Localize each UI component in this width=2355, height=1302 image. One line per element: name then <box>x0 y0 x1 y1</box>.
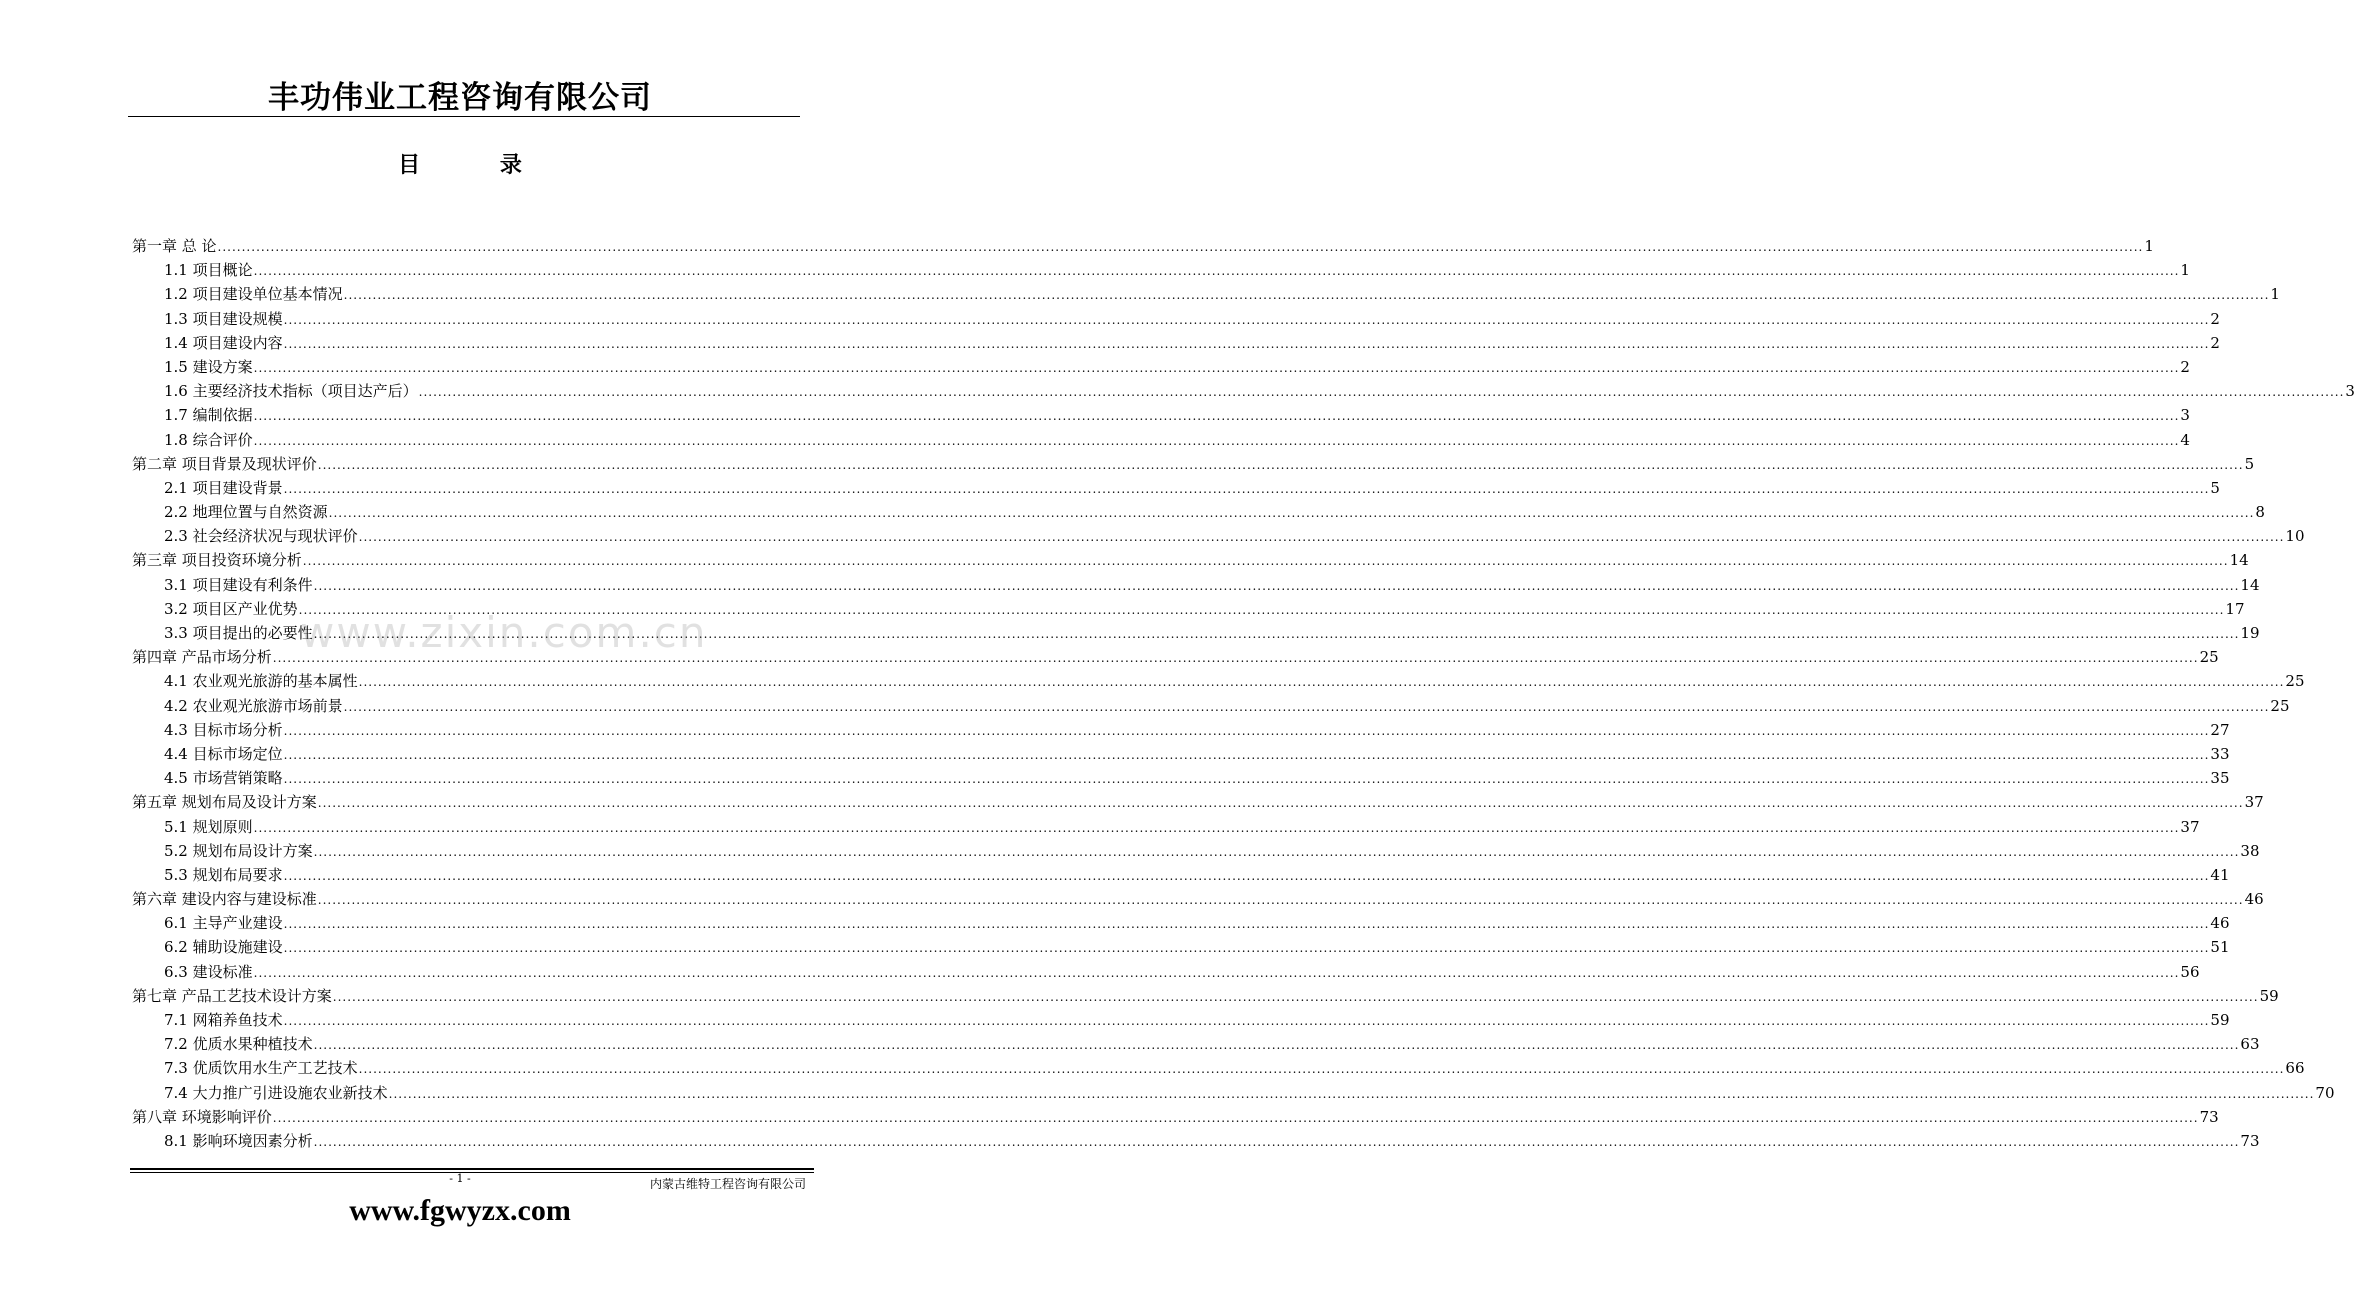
toc-dot-leader: ................................................................................................................................................................................................................................................................................................................................................................................................................ <box>358 675 2285 690</box>
toc-entry-title: 6.2 辅助设施建设 <box>164 938 283 957</box>
toc-entry-title: 1.1 项目概论 <box>164 261 253 280</box>
header-title: 丰功伟业工程咨询有限公司 <box>268 80 652 116</box>
toc-entry-page: 73 <box>2199 1107 2219 1126</box>
toc-entry-title: 第二章 项目背景及现状评价 <box>132 454 317 473</box>
toc-dot-leader: ................................................................................................................................................................................................................................................................................................................................................................................................................ <box>418 385 2345 400</box>
toc-entry-title: 1.2 项目建设单位基本情况 <box>164 285 343 304</box>
toc-section-entry[interactable] <box>132 766 2230 790</box>
toc-entry-page: 56 <box>2180 962 2200 981</box>
toc-entry-title: 5.2 规划布局设计方案 <box>164 841 313 860</box>
toc-entry-title: 5.1 规划原则 <box>164 817 253 836</box>
toc-entry-title: 6.3 建设标准 <box>164 962 253 981</box>
toc-entry-page: 1 <box>2144 237 2154 255</box>
toc-dot-leader: ................................................................................................................................................................................................................................................................................................................................................................................................................ <box>313 1038 2240 1053</box>
toc-entry-title: 7.3 优质饮用水生产工艺技术 <box>164 1059 358 1078</box>
toc-entry-page: 33 <box>2210 744 2230 763</box>
toc-chapter-entry[interactable] <box>132 790 2264 814</box>
toc-entry-title: 1.5 建设方案 <box>164 357 253 376</box>
toc-entry-page: 66 <box>2285 1059 2305 1078</box>
toc-section-entry[interactable] <box>132 669 2305 693</box>
toc-chapter-entry[interactable] <box>132 1105 2219 1129</box>
toc-entry-title: 第一章 总 论 <box>132 237 217 255</box>
toc-section-entry[interactable] <box>132 500 2265 524</box>
toc-dot-leader: ................................................................................................................................................................................................................................................................................................................................................................................................................ <box>313 627 2240 641</box>
toc-dot-leader: ................................................................................................................................................................................................................................................................................................................................................................................................................ <box>253 409 2180 424</box>
page-number: - 1 - <box>449 1172 471 1185</box>
table-of-contents <box>132 234 2355 1153</box>
toc-entry-title: 第八章 环境影响评价 <box>132 1107 272 1126</box>
toc-entry-page: 73 <box>2240 1131 2260 1150</box>
toc-dot-leader: ................................................................................................................................................................................................................................................................................................................................................................................................................ <box>313 578 2240 593</box>
toc-dot-leader: ................................................................................................................................................................................................................................................................................................................................................................................................................ <box>358 530 2285 545</box>
toc-section-entry[interactable] <box>132 1032 2260 1056</box>
toc-entry-page: 46 <box>2210 914 2230 933</box>
toc-entry-title: 1.7 编制依据 <box>164 406 253 425</box>
toc-section-entry[interactable] <box>132 815 2200 839</box>
toc-dot-leader: ................................................................................................................................................................................................................................................................................................................................................................................................................ <box>283 336 2210 351</box>
toc-entry-page: 35 <box>2210 769 2230 788</box>
toc-section-entry[interactable] <box>132 258 2190 282</box>
toc-dot-leader: ................................................................................................................................................................................................................................................................................................................................................................................................................ <box>283 747 2210 762</box>
toc-section-entry[interactable] <box>132 911 2230 935</box>
toc-section-entry[interactable] <box>132 694 2290 718</box>
toc-entry-title: 第六章 建设内容与建设标准 <box>132 890 317 909</box>
toc-entry-page: 41 <box>2210 865 2230 884</box>
toc-dot-leader: ................................................................................................................................................................................................................................................................................................................................................................................................................ <box>217 240 2144 254</box>
toc-entry-title: 1.6 主要经济技术指标（项目达产后） <box>164 382 418 401</box>
toc-dot-leader: ................................................................................................................................................................................................................................................................................................................................................................................................................ <box>272 1110 2199 1125</box>
toc-dot-leader: ................................................................................................................................................................................................................................................................................................................................................................................................................ <box>253 433 2180 448</box>
toc-entry-page: 1 <box>2180 261 2190 280</box>
toc-entry-page: 19 <box>2240 624 2260 642</box>
toc-dot-leader: ................................................................................................................................................................................................................................................................................................................................................................................................................ <box>283 723 2210 738</box>
toc-entry-page: 2 <box>2180 357 2190 376</box>
toc-section-entry[interactable] <box>132 331 2220 355</box>
toc-section-entry[interactable] <box>132 355 2190 379</box>
toc-entry-page: 3 <box>2345 382 2355 401</box>
toc-section-entry[interactable] <box>132 282 2280 306</box>
toc-dot-leader: ................................................................................................................................................................................................................................................................................................................................................................................................................ <box>253 820 2180 835</box>
toc-section-entry[interactable] <box>132 863 2230 887</box>
toc-entry-title: 4.3 目标市场分析 <box>164 720 283 739</box>
toc-section-entry[interactable] <box>132 718 2230 742</box>
toc-dot-leader: ................................................................................................................................................................................................................................................................................................................................................................................................................ <box>313 844 2240 859</box>
toc-entry-page: 25 <box>2285 672 2305 691</box>
toc-chapter-entry[interactable] <box>132 548 2249 572</box>
toc-entry-page: 46 <box>2244 890 2264 909</box>
toc-dot-leader: ................................................................................................................................................................................................................................................................................................................................................................................................................ <box>283 481 2210 496</box>
toc-dot-leader: ................................................................................................................................................................................................................................................................................................................................................................................................................ <box>328 506 2255 521</box>
toc-chapter-entry[interactable] <box>132 984 2279 1008</box>
toc-dot-leader: ................................................................................................................................................................................................................................................................................................................................................................................................................ <box>283 1014 2210 1028</box>
footer-company: 内蒙古维特工程咨询有限公司 <box>649 1177 806 1191</box>
toc-heading-text: 目 录 <box>398 153 558 178</box>
toc-entry-page: 10 <box>2285 527 2305 546</box>
toc-entry-title: 3.3 项目提出的必要性 <box>164 624 313 642</box>
toc-entry-page: 3 <box>2180 406 2190 425</box>
footer-divider-thick <box>130 1168 814 1170</box>
toc-heading <box>0 148 920 179</box>
toc-dot-leader: ................................................................................................................................................................................................................................................................................................................................................................................................................ <box>272 651 2199 666</box>
toc-entry-page: 2 <box>2210 333 2220 352</box>
toc-entry-title: 1.8 综合评价 <box>164 430 253 449</box>
toc-entry-title: 3.2 项目区产业优势 <box>164 599 298 618</box>
toc-dot-leader: ................................................................................................................................................................................................................................................................................................................................................................................................................ <box>283 772 2210 787</box>
toc-entry-page: 4 <box>2180 430 2190 449</box>
toc-dot-leader: ................................................................................................................................................................................................................................................................................................................................................................................................................ <box>332 989 2259 1004</box>
toc-dot-leader: ................................................................................................................................................................................................................................................................................................................................................................................................................ <box>388 1086 2315 1101</box>
toc-entry-title: 8.1 影响环境因素分析 <box>164 1131 313 1150</box>
toc-section-entry[interactable] <box>132 1129 2260 1153</box>
toc-section-entry[interactable] <box>132 403 2190 427</box>
watermark: www.zixin.com.cn <box>300 608 708 657</box>
toc-entry-title: 6.1 主导产业建设 <box>164 914 283 933</box>
toc-entry-title: 7.1 网箱养鱼技术 <box>164 1011 283 1029</box>
toc-entry-title: 第七章 产品工艺技术设计方案 <box>132 986 332 1005</box>
toc-section-entry[interactable] <box>132 1081 2335 1105</box>
toc-entry-page: 38 <box>2240 841 2260 860</box>
toc-dot-leader: ................................................................................................................................................................................................................................................................................................................................................................................................................ <box>302 554 2229 569</box>
toc-entry-title: 7.4 大力推广引进设施农业新技术 <box>164 1083 388 1102</box>
toc-entry-title: 4.2 农业观光旅游市场前景 <box>164 696 343 715</box>
toc-entry-title: 3.1 项目建设有利条件 <box>164 575 313 594</box>
toc-dot-leader: ................................................................................................................................................................................................................................................................................................................................................................................................................ <box>253 264 2180 279</box>
toc-entry-page: 14 <box>2240 575 2260 594</box>
toc-dot-leader: ................................................................................................................................................................................................................................................................................................................................................................................................................ <box>283 868 2210 883</box>
toc-dot-leader: ................................................................................................................................................................................................................................................................................................................................................................................................................ <box>298 602 2225 617</box>
toc-entry-page: 1 <box>2270 285 2280 304</box>
toc-dot-leader: ................................................................................................................................................................................................................................................................................................................................................................................................................ <box>283 941 2210 956</box>
toc-entry-title: 第四章 产品市场分析 <box>132 648 272 667</box>
toc-entry-title: 2.2 地理位置与自然资源 <box>164 503 328 522</box>
toc-entry-page: 2 <box>2210 309 2220 328</box>
toc-section-entry[interactable] <box>132 839 2260 863</box>
toc-entry-page: 5 <box>2244 454 2255 473</box>
toc-entry-title: 4.5 市场营销策略 <box>164 769 283 788</box>
toc-dot-leader: ................................................................................................................................................................................................................................................................................................................................................................................................................ <box>253 965 2180 980</box>
toc-dot-leader: ................................................................................................................................................................................................................................................................................................................................................................................................................ <box>283 917 2210 932</box>
toc-entry-title: 第五章 规划布局及设计方案 <box>132 793 317 812</box>
toc-section-entry[interactable] <box>132 307 2220 331</box>
toc-section-entry[interactable] <box>132 573 2260 597</box>
toc-entry-page: 59 <box>2259 986 2279 1005</box>
toc-entry-page: 37 <box>2244 793 2264 812</box>
toc-dot-leader: ................................................................................................................................................................................................................................................................................................................................................................................................................ <box>313 1134 2240 1149</box>
toc-dot-leader: ................................................................................................................................................................................................................................................................................................................................................................................................................ <box>253 360 2180 375</box>
toc-entry-title: 4.4 目标市场定位 <box>164 744 283 763</box>
toc-entry-page: 25 <box>2270 696 2290 715</box>
toc-dot-leader: ................................................................................................................................................................................................................................................................................................................................................................................................................ <box>343 288 2270 303</box>
toc-entry-page: 5 <box>2210 478 2220 497</box>
toc-dot-leader: ................................................................................................................................................................................................................................................................................................................................................................................................................ <box>317 457 2244 472</box>
toc-entry-title: 2.3 社会经济状况与现状评价 <box>164 527 358 546</box>
toc-chapter-entry[interactable] <box>132 234 2154 258</box>
toc-entry-page: 14 <box>2229 551 2249 570</box>
toc-section-entry[interactable] <box>132 742 2230 766</box>
toc-section-entry[interactable] <box>132 524 2305 548</box>
toc-dot-leader: ................................................................................................................................................................................................................................................................................................................................................................................................................ <box>358 1062 2285 1077</box>
toc-dot-leader: ................................................................................................................................................................................................................................................................................................................................................................................................................ <box>317 796 2244 811</box>
toc-section-entry[interactable] <box>132 935 2230 959</box>
toc-section-entry[interactable] <box>132 960 2200 984</box>
toc-entry-title: 1.4 项目建设内容 <box>164 333 283 352</box>
site-url[interactable]: www.fgwyzx.com <box>349 1194 571 1227</box>
header-divider <box>128 116 800 117</box>
toc-entry-page: 27 <box>2210 720 2230 739</box>
toc-section-entry[interactable] <box>132 476 2220 500</box>
toc-section-entry[interactable] <box>132 428 2190 452</box>
toc-entry-title: 5.3 规划布局要求 <box>164 865 283 884</box>
toc-entry-title: 2.1 项目建设背景 <box>164 478 283 497</box>
toc-entry-title: 7.2 优质水果种植技术 <box>164 1035 313 1054</box>
toc-entry-page: 63 <box>2240 1035 2260 1054</box>
toc-dot-leader: ................................................................................................................................................................................................................................................................................................................................................................................................................ <box>283 312 2210 327</box>
toc-entry-page: 25 <box>2199 648 2219 667</box>
toc-entry-page: 8 <box>2255 503 2265 522</box>
toc-entry-page: 51 <box>2210 938 2230 957</box>
toc-section-entry[interactable] <box>132 1008 2230 1032</box>
toc-entry-page: 59 <box>2210 1011 2230 1029</box>
toc-entry-title: 4.1 农业观光旅游的基本属性 <box>164 672 358 691</box>
toc-entry-title: 1.3 项目建设规模 <box>164 309 283 328</box>
toc-dot-leader: ................................................................................................................................................................................................................................................................................................................................................................................................................ <box>317 893 2244 908</box>
toc-section-entry[interactable] <box>132 1056 2305 1080</box>
toc-entry-page: 37 <box>2180 817 2200 836</box>
toc-chapter-entry[interactable] <box>132 452 2255 476</box>
toc-dot-leader: ................................................................................................................................................................................................................................................................................................................................................................................................................ <box>343 699 2270 714</box>
toc-entry-title: 第三章 项目投资环境分析 <box>132 551 302 570</box>
toc-entry-page: 17 <box>2225 599 2245 618</box>
toc-section-entry[interactable] <box>132 379 2355 403</box>
toc-entry-page: 70 <box>2315 1083 2335 1102</box>
toc-chapter-entry[interactable] <box>132 887 2264 911</box>
